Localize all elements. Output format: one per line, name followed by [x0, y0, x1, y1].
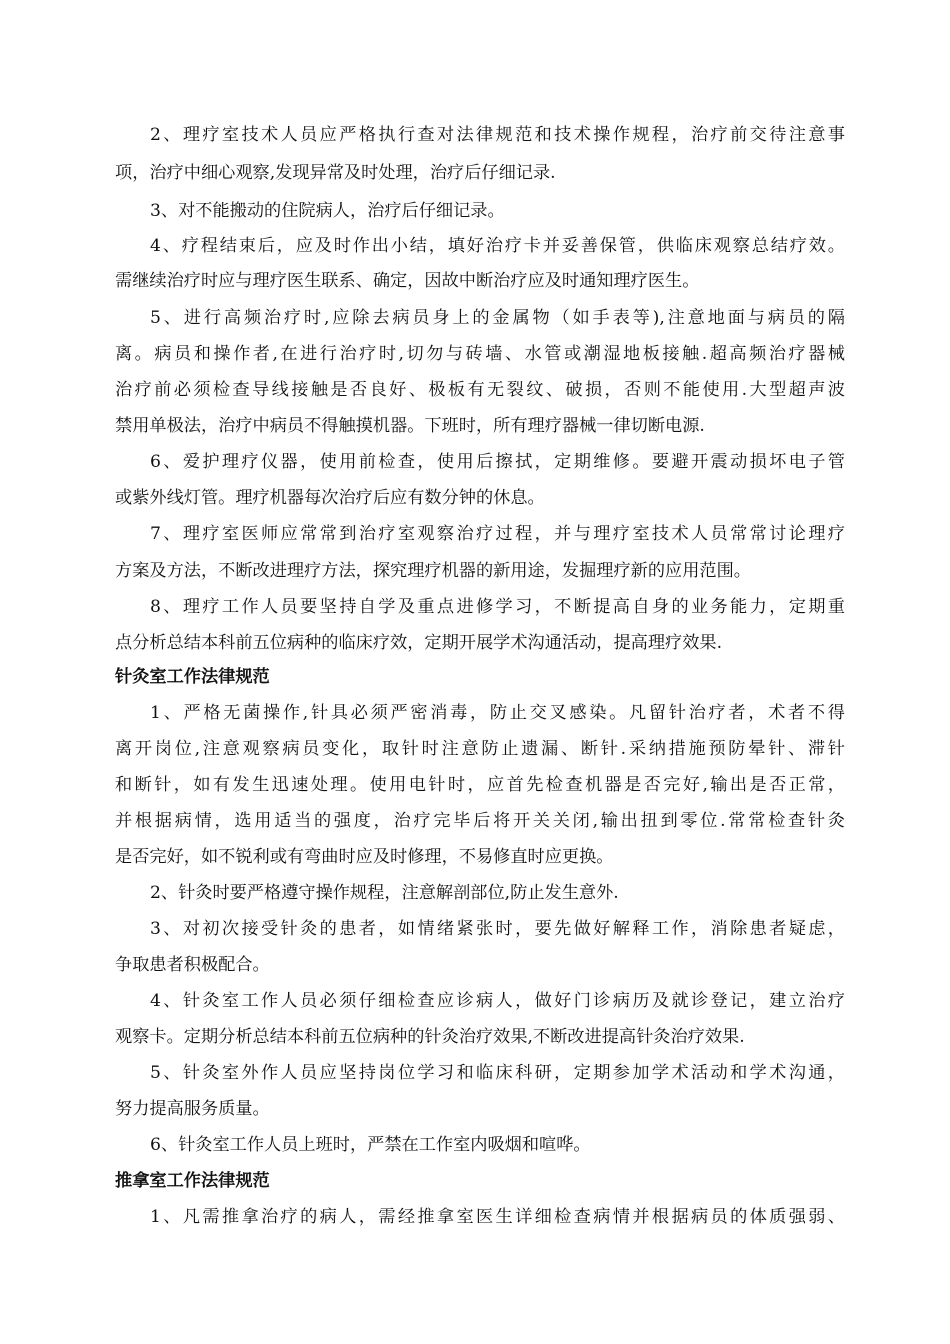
acupuncture-p1-line-5: 是否完好，如不锐利或有弯曲时应及时修理，不易修直时应更换。: [115, 847, 614, 867]
acupuncture-p5-line-1: 5、针灸室外作人员应坚持岗位学习和临床科研，定期参加学术活动和学术沟通，: [150, 1063, 845, 1083]
physio-p3-line-1: 3、对不能搬动的住院病人，治疗后仔细记录。: [150, 201, 505, 221]
physio-p6-line-2: 或紫外线灯管。理疗机器每次治疗后应有数分钟的休息。: [115, 488, 545, 508]
physio-p8-line-1: 8、理疗工作人员要坚持自学及重点进修学习，不断提高自身的业务能力，定期重: [150, 597, 845, 617]
acupuncture-p5-line-2: 努力提高服务质量。: [115, 1099, 270, 1119]
physio-p8-line-2: 点分析总结本科前五位病种的临床疗效，定期开展学术沟通活动，提高理疗效果.: [115, 633, 723, 653]
physio-p7-line-2: 方案及方法，不断改进理疗方法，探究理疗机器的新用途，发掘理疗新的应用范围。: [115, 561, 751, 581]
acupuncture-p2-line-1: 2、针灸时要严格遵守操作规程，注意解剖部位,防止发生意外.: [150, 883, 619, 903]
physio-p2-line-2: 项，治疗中细心观察,发现异常及时处理，治疗后仔细记录.: [115, 163, 556, 183]
physio-p5-line-4: 禁用单极法，治疗中病员不得触摸机器。下班时，所有理疗器械一律切断电源.: [115, 416, 705, 436]
acupuncture-section-title: 针灸室工作法律规范: [115, 667, 270, 687]
acupuncture-p1-line-1: 1、严格无菌操作,针具必须严密消毒，防止交叉感染。凡留针治疗者，术者不得: [150, 703, 845, 723]
acupuncture-p3-line-1: 3、对初次接受针灸的患者，如情绪紧张时，要先做好解释工作，消除患者疑虑，: [150, 919, 845, 939]
acupuncture-p1-line-2: 离开岗位,注意观察病员变化，取针时注意防止遗漏、断针.采纳措施预防晕针、滞针: [115, 739, 845, 759]
physio-p5-line-3: 治疗前必须检查导线接触是否良好、极板有无裂纹、破损，否则不能使用.大型超声波: [115, 380, 845, 400]
massage-p1-line-1: 1、凡需推拿治疗的病人，需经推拿室医生详细检查病情并根据病员的体质强弱、: [150, 1207, 845, 1227]
acupuncture-p4-line-2: 观察卡。定期分析总结本科前五位病种的针灸治疗效果,不断改进提高针灸治疗效果.: [115, 1027, 745, 1047]
acupuncture-p1-line-4: 并根据病情，选用适当的强度，治疗完毕后将开关关闭,输出扭到零位.常常检查针灸: [115, 811, 845, 831]
physio-p2-line-1: 2、理疗室技术人员应严格执行查对法律规范和技术操作规程，治疗前交待注意事: [150, 125, 845, 145]
acupuncture-p4-line-1: 4、针灸室工作人员必须仔细检查应诊病人，做好门诊病历及就诊登记，建立治疗: [150, 991, 845, 1011]
physio-p5-line-2: 离。病员和操作者,在进行治疗时,切勿与砖墙、水管或潮湿地板接触.超高频治疗器械: [115, 344, 845, 364]
physio-p7-line-1: 7、理疗室医师应常常到治疗室观察治疗过程，并与理疗室技术人员常常讨论理疗: [150, 524, 845, 544]
acupuncture-p1-line-3: 和断针，如有发生迅速处理。使用电针时，应首先检查机器是否完好,输出是否正常，: [115, 775, 845, 795]
acupuncture-p6-line-1: 6、针灸室工作人员上班时，严禁在工作室内吸烟和喧哗。: [150, 1135, 591, 1155]
physio-p6-line-1: 6、爱护理疗仪器，使用前检查，使用后擦拭，定期维修。要避开震动损坏电子管: [150, 452, 845, 472]
acupuncture-p3-line-2: 争取患者积极配合。: [115, 955, 270, 975]
physio-p5-line-1: 5、进行高频治疗时,应除去病员身上的金属物（如手表等),注意地面与病员的隔: [150, 308, 845, 328]
physio-p4-line-2: 需继续治疗时应与理疗医生联系、确定，因故中断治疗应及时通知理疗医生。: [115, 271, 700, 291]
massage-section-title: 推拿室工作法律规范: [115, 1171, 270, 1191]
physio-p4-line-1: 4、疗程结束后，应及时作出小结，填好治疗卡并妥善保管，供临床观察总结疗效。: [150, 236, 845, 256]
